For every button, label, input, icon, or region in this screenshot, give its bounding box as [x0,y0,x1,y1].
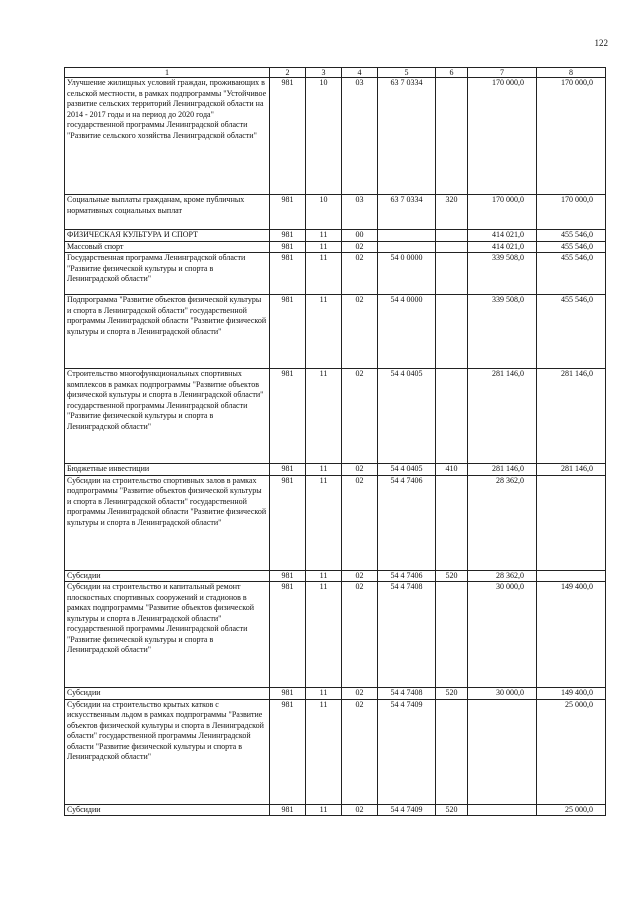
amount-2016-cell [537,475,606,570]
row-name-cell: Улучшение жилищных условий граждан, проживающих в сельской местности, в рамках подпрограммы "Устойчивое развитие сельских территорий Ленинградской области на 2014 - 2017 годы и на период до 2020 года" государственной программы Ленинградской области "Развитие сельского хозяйства Ленинградской области" [65,78,270,195]
section-cell: 11 [306,699,342,804]
section-cell: 11 [306,804,342,816]
row-name-cell: Бюджетные инвестиции [65,464,270,476]
amount-2015-cell: 28 362,0 [468,475,537,570]
ministry-code-cell: 981 [270,295,306,369]
section-cell: 11 [306,295,342,369]
amount-2015-cell: 339 508,0 [468,253,537,295]
ministry-code-cell: 981 [270,241,306,253]
table-row [65,369,606,464]
row-name-cell: ФИЗИЧЕСКАЯ КУЛЬТУРА И СПОРТ [65,230,270,242]
section-cell: 11 [306,253,342,295]
header-cell: 4 [342,68,378,78]
subsection-cell: 02 [342,582,378,688]
target-article-cell: 54 4 7408 [378,582,436,688]
table-row [65,688,606,700]
subsection-cell: 02 [342,253,378,295]
header-cell: 7 [468,68,537,78]
amount-2015-cell: 339 508,0 [468,295,537,369]
row-name-cell: Подпрограмма "Развитие объектов физической культуры и спорта в Ленинградской области" государственной программы Ленинградской области "Развитие физической культуры и спорта в Ленинградской области" [65,295,270,369]
ministry-code-cell: 981 [270,804,306,816]
ministry-code-cell: 981 [270,582,306,688]
header-cell: 6 [436,68,468,78]
row-name-cell: Субсидии на строительство крытых катков с искусственным льдом в рамках подпрограммы "Развитие объектов физической культуры и спорта в Ленинградской области" государственной программы Ленинградской области "Развитие физической культуры и спорта в Ленинградской области" [65,699,270,804]
table-row [65,78,606,195]
target-article-cell [378,230,436,242]
expense-type-cell: 520 [436,688,468,700]
subsection-cell: 02 [342,688,378,700]
row-name-cell: Субсидии на строительство и капитальный ремонт плоскостных спортивных сооружений и стадионов в рамках подпрограммы "Развитие объектов физической культуры и спорта в Ленинградской области" государственной программы Ленинградской области "Развитие физической культуры и спорта в Ленинградской области" [65,582,270,688]
ministry-code-cell: 981 [270,464,306,476]
row-name-cell: Субсидии [65,688,270,700]
target-article-cell: 63 7 0334 [378,195,436,230]
ministry-code-cell: 981 [270,369,306,464]
subsection-cell: 02 [342,241,378,253]
amount-2016-cell: 455 546,0 [537,230,606,242]
amount-2016-cell: 149 400,0 [537,582,606,688]
subsection-cell: 02 [342,804,378,816]
target-article-cell: 63 7 0334 [378,78,436,195]
amount-2015-cell: 170 000,0 [468,195,537,230]
expense-type-cell: 520 [436,804,468,816]
row-name-cell: Социальные выплаты гражданам, кроме публичных нормативных социальных выплат [65,195,270,230]
expense-type-cell [436,699,468,804]
table-row [65,804,606,816]
amount-2016-cell: 455 546,0 [537,253,606,295]
expense-type-cell [436,295,468,369]
target-article-cell: 54 0 0000 [378,253,436,295]
section-cell: 10 [306,195,342,230]
expense-type-cell [436,253,468,295]
table-header-row [65,68,606,78]
header-cell: 1 [65,68,270,78]
ministry-code-cell: 981 [270,195,306,230]
header-cell: 5 [378,68,436,78]
ministry-code-cell: 981 [270,688,306,700]
header-cell: 2 [270,68,306,78]
target-article-cell [378,241,436,253]
target-article-cell: 54 4 7409 [378,699,436,804]
amount-2015-cell: 281 146,0 [468,369,537,464]
expense-type-cell [436,78,468,195]
subsection-cell: 02 [342,475,378,570]
table-row [65,230,606,242]
table-row [65,464,606,476]
subsection-cell: 02 [342,369,378,464]
page-number: 122 [594,38,608,48]
ministry-code-cell: 981 [270,78,306,195]
amount-2015-cell: 30 000,0 [468,582,537,688]
section-cell: 11 [306,230,342,242]
expense-type-cell: 410 [436,464,468,476]
expense-type-cell: 320 [436,195,468,230]
amount-2015-cell: 414 021,0 [468,230,537,242]
table-row [65,241,606,253]
table-row [65,582,606,688]
target-article-cell: 54 4 7406 [378,475,436,570]
amount-2016-cell: 281 146,0 [537,464,606,476]
amount-2016-cell: 25 000,0 [537,699,606,804]
amount-2016-cell: 455 546,0 [537,241,606,253]
target-article-cell: 54 4 0405 [378,369,436,464]
subsection-cell: 03 [342,195,378,230]
target-article-cell: 54 4 0405 [378,464,436,476]
section-cell: 11 [306,688,342,700]
subsection-cell: 00 [342,230,378,242]
amount-2016-cell: 149 400,0 [537,688,606,700]
amount-2015-cell: 281 146,0 [468,464,537,476]
section-cell: 11 [306,241,342,253]
amount-2015-cell [468,804,537,816]
target-article-cell: 54 4 7406 [378,570,436,582]
ministry-code-cell: 981 [270,699,306,804]
amount-2015-cell: 28 362,0 [468,570,537,582]
amount-2015-cell: 414 021,0 [468,241,537,253]
section-cell: 11 [306,570,342,582]
table-row [65,475,606,570]
target-article-cell: 54 4 0000 [378,295,436,369]
header-cell: 3 [306,68,342,78]
ministry-code-cell: 981 [270,570,306,582]
section-cell: 11 [306,475,342,570]
subsection-cell: 02 [342,295,378,369]
amount-2016-cell: 170 000,0 [537,78,606,195]
expense-type-cell: 520 [436,570,468,582]
section-cell: 11 [306,464,342,476]
amount-2015-cell: 30 000,0 [468,688,537,700]
subsection-cell: 03 [342,78,378,195]
table-row [65,570,606,582]
amount-2015-cell [468,699,537,804]
expense-type-cell [436,475,468,570]
ministry-code-cell: 981 [270,475,306,570]
row-name-cell: Массовый спорт [65,241,270,253]
row-name-cell: Субсидии [65,804,270,816]
amount-2016-cell: 170 000,0 [537,195,606,230]
section-cell: 10 [306,78,342,195]
header-cell: 8 [537,68,606,78]
target-article-cell: 54 4 7408 [378,688,436,700]
amount-2015-cell: 170 000,0 [468,78,537,195]
subsection-cell: 02 [342,699,378,804]
table-row [65,253,606,295]
row-name-cell: Субсидии на строительство спортивных залов в рамках подпрограммы "Развитие объектов физической культуры и спорта в Ленинградской области" государственной программы Ленинградской области "Развитие физической культуры и спорта в Ленинградской области" [65,475,270,570]
table-row [65,295,606,369]
amount-2016-cell: 281 146,0 [537,369,606,464]
expense-type-cell [436,582,468,688]
table-row [65,195,606,230]
row-name-cell: Строительство многофункциональных спортивных комплексов в рамках подпрограммы "Развитие объектов физической культуры и спорта в Ленинградской области" государственной программы Ленинградской области "Развитие физической культуры и спорта в Ленинградской области" [65,369,270,464]
amount-2016-cell: 25 000,0 [537,804,606,816]
row-name-cell: Государственная программа Ленинградской области "Развитие физической культуры и спорта в Ленинградской области" [65,253,270,295]
ministry-code-cell: 981 [270,230,306,242]
section-cell: 11 [306,582,342,688]
table-body [65,68,606,816]
amount-2016-cell [537,570,606,582]
expense-type-cell [436,369,468,464]
ministry-code-cell: 981 [270,253,306,295]
budget-table [64,67,606,816]
subsection-cell: 02 [342,570,378,582]
expense-type-cell [436,230,468,242]
target-article-cell: 54 4 7409 [378,804,436,816]
subsection-cell: 02 [342,464,378,476]
row-name-cell: Субсидии [65,570,270,582]
table-row [65,699,606,804]
amount-2016-cell: 455 546,0 [537,295,606,369]
section-cell: 11 [306,369,342,464]
expense-type-cell [436,241,468,253]
